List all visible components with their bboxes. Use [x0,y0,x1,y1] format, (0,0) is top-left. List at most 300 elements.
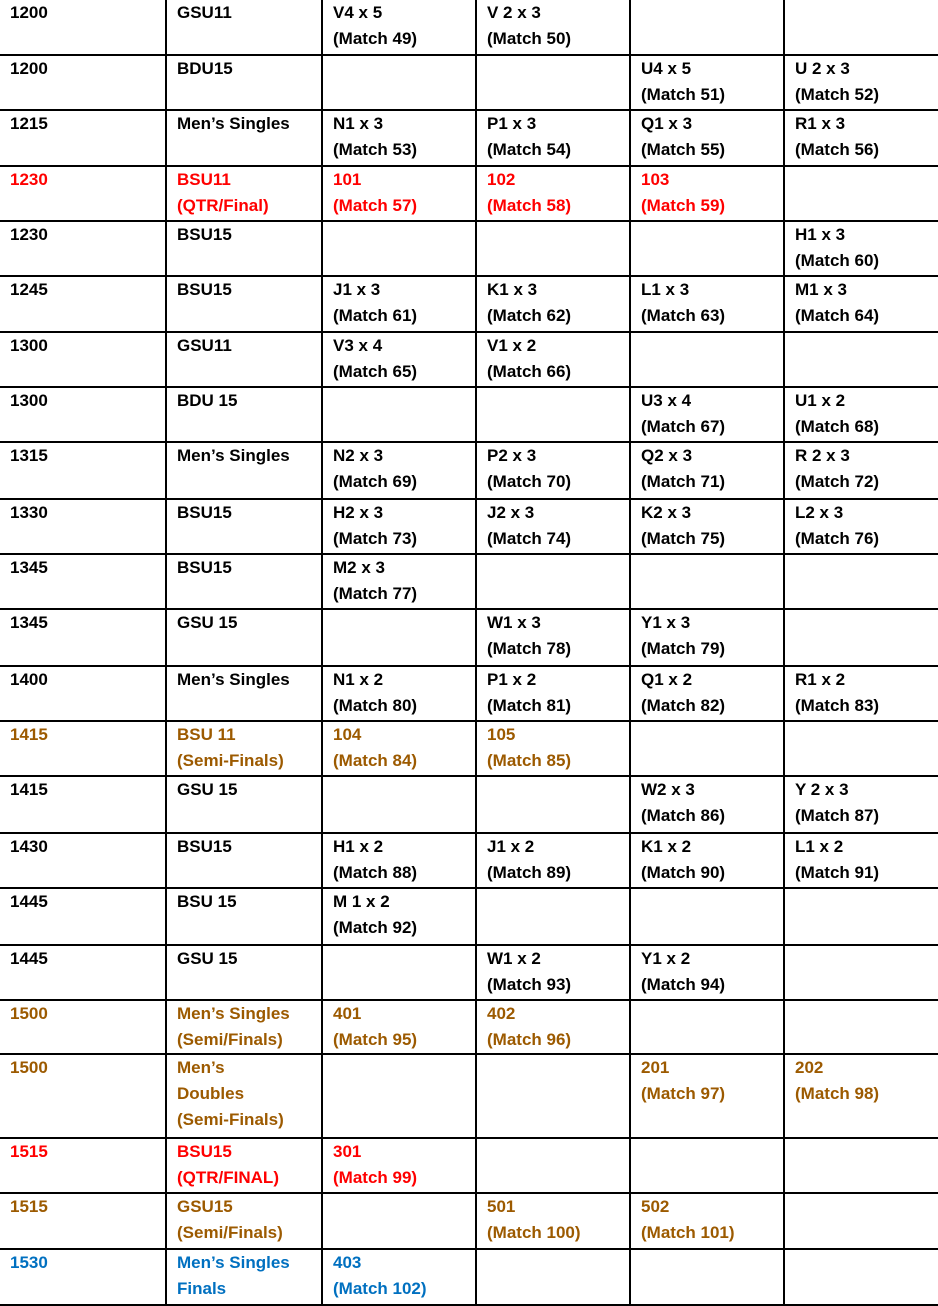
cell-line: 1515 [10,1142,48,1161]
cell-line: (Match 94) [641,975,726,994]
cell-line: H1 x 3 [795,225,846,244]
cell-line: M 1 x 2 [333,892,390,911]
court-2-cell [476,833,630,888]
court-3-cell [630,1138,784,1193]
cell-line: GSU 15 [177,949,238,968]
cell-line: V3 x 4 [333,336,383,355]
cell-line: (Match 97) [641,1084,726,1103]
cell-line: BSU 15 [177,892,237,911]
court-4-cell [784,387,938,442]
cell-line: W1 x 3 [487,613,541,632]
cell-line: R1 x 2 [795,670,846,689]
time-cell [0,1000,166,1054]
event-cell [166,442,322,499]
court-3-cell [630,1249,784,1305]
cell-line: U4 x 5 [641,59,692,78]
cell-line: BSU15 [177,837,232,856]
cell-line: (Match 74) [487,529,572,548]
event-cell [166,1000,322,1054]
event-cell [166,609,322,666]
cell-line: P1 x 2 [487,670,537,689]
event-cell [166,1249,322,1305]
cell-line: GSU15 [177,1197,233,1216]
cell-line: 1315 [10,446,48,465]
cell-line: (Match 88) [333,863,418,882]
time-cell [0,1193,166,1249]
court-3-cell [630,776,784,833]
cell-line: BSU15 [177,558,232,577]
time-cell [0,442,166,499]
cell-line: Men’s Singles [177,114,290,133]
court-1-cell [322,721,476,776]
court-1-cell [322,0,476,55]
court-4-cell [784,110,938,166]
time-cell [0,666,166,721]
court-3-cell [630,1000,784,1054]
cell-line: (Match 63) [641,306,726,325]
cell-line: 202 [795,1058,824,1077]
schedule-row [0,276,938,332]
cell-line: M2 x 3 [333,558,385,577]
court-1-cell [322,1138,476,1193]
cell-line: 502 [641,1197,670,1216]
court-3-cell [630,1193,784,1249]
event-cell [166,166,322,221]
cell-line: Q1 x 2 [641,670,693,689]
cell-line: U1 x 2 [795,391,846,410]
event-cell [166,554,322,609]
court-2-cell [476,0,630,55]
cell-line: BSU11 [177,170,231,189]
event-cell [166,666,322,721]
cell-line: 1330 [10,503,48,522]
cell-line: N2 x 3 [333,446,384,465]
cell-line: J2 x 3 [487,503,535,522]
time-cell [0,387,166,442]
court-2-cell [476,1249,630,1305]
cell-line: (Match 53) [333,140,418,159]
cell-line: GSU 15 [177,613,238,632]
time-cell [0,721,166,776]
cell-line: 104 [333,725,362,744]
court-2-cell [476,110,630,166]
schedule-row [0,1193,938,1249]
schedule-row [0,945,938,1000]
event-cell [166,0,322,55]
cell-line: (Match 55) [641,140,726,159]
cell-line: (Match 85) [487,751,572,770]
cell-line: (Match 95) [333,1030,418,1049]
schedule-row [0,1054,938,1138]
schedule-row [0,721,938,776]
cell-line: Finals [177,1279,227,1298]
cell-line: 1400 [10,670,48,689]
event-cell [166,833,322,888]
cell-line: 1445 [10,892,48,911]
time-cell [0,888,166,945]
court-1-cell [322,666,476,721]
court-2-cell [476,499,630,554]
court-3-cell [630,609,784,666]
court-4-cell [784,554,938,609]
court-2-cell [476,945,630,1000]
cell-line: N1 x 2 [333,670,384,689]
time-cell [0,554,166,609]
cell-line: V1 x 2 [487,336,537,355]
cell-line: M1 x 3 [795,280,847,299]
court-1-cell [322,442,476,499]
time-cell [0,221,166,276]
schedule-row [0,1249,938,1305]
cell-line: (Match 98) [795,1084,880,1103]
event-cell [166,499,322,554]
cell-line: BSU 11 [177,725,236,744]
cell-line: 1300 [10,391,48,410]
cell-line: 201 [641,1058,670,1077]
cell-line: 105 [487,725,516,744]
cell-line: (Match 59) [641,196,726,215]
cell-line: (Semi-Finals) [177,1110,284,1129]
time-cell [0,1054,166,1138]
cell-line: W1 x 2 [487,949,541,968]
court-3-cell [630,945,784,1000]
event-cell [166,221,322,276]
cell-line: (Match 87) [795,806,880,825]
schedule-row [0,888,938,945]
cell-line: (Match 52) [795,85,880,104]
cell-line: 401 [333,1004,362,1023]
court-1-cell [322,387,476,442]
court-1-cell [322,833,476,888]
event-cell [166,332,322,387]
time-cell [0,609,166,666]
court-1-cell [322,554,476,609]
court-4-cell [784,1000,938,1054]
court-4-cell [784,609,938,666]
court-4-cell [784,221,938,276]
cell-line: 1430 [10,837,48,856]
cell-line: (Match 60) [795,251,880,270]
court-3-cell [630,276,784,332]
cell-line: R 2 x 3 [795,446,850,465]
cell-line: 1200 [10,3,48,22]
cell-line: L1 x 2 [795,837,844,856]
schedule-row [0,166,938,221]
schedule-row [0,442,938,499]
court-2-cell [476,888,630,945]
court-4-cell [784,276,938,332]
event-cell [166,1138,322,1193]
court-4-cell [784,499,938,554]
time-cell [0,110,166,166]
court-1-cell [322,1054,476,1138]
cell-line: Y 2 x 3 [795,780,849,799]
cell-line: H2 x 3 [333,503,384,522]
cell-line: (Match 102) [333,1279,427,1298]
cell-line: 403 [333,1253,362,1272]
cell-line: 1445 [10,949,48,968]
cell-line: U3 x 4 [641,391,692,410]
cell-line: 1300 [10,336,48,355]
cell-line: (Match 51) [641,85,726,104]
court-3-cell [630,554,784,609]
court-2-cell [476,1054,630,1138]
cell-line: 1500 [10,1004,48,1023]
cell-line: W2 x 3 [641,780,695,799]
schedule-row [0,1000,938,1054]
cell-line: BSU15 [177,503,232,522]
cell-line: (Match 77) [333,584,418,603]
cell-line: (QTR/Final) [177,196,269,215]
court-1-cell [322,332,476,387]
time-cell [0,499,166,554]
cell-line: (QTR/FINAL) [177,1168,279,1187]
court-1-cell [322,221,476,276]
cell-line: Doubles [177,1084,245,1103]
cell-line: L1 x 3 [641,280,690,299]
time-cell [0,1138,166,1193]
court-2-cell [476,721,630,776]
cell-line: U 2 x 3 [795,59,850,78]
event-cell [166,945,322,1000]
time-cell [0,332,166,387]
cell-line: (Match 92) [333,918,418,937]
schedule-row [0,332,938,387]
cell-line: 1245 [10,280,48,299]
court-3-cell [630,888,784,945]
cell-line: J1 x 3 [333,280,381,299]
cell-line: Men’s Singles [177,670,290,689]
court-1-cell [322,166,476,221]
cell-line: BSU15 [177,1142,232,1161]
court-3-cell [630,110,784,166]
cell-line: (Match 84) [333,751,418,770]
court-2-cell [476,221,630,276]
court-1-cell [322,499,476,554]
cell-line: L2 x 3 [795,503,844,522]
cell-line: (Match 82) [641,696,726,715]
cell-line: 1415 [10,725,48,744]
cell-line: (Semi/Finals) [177,1223,283,1242]
cell-line: (Match 89) [487,863,572,882]
court-3-cell [630,55,784,110]
event-cell [166,721,322,776]
court-4-cell [784,1193,938,1249]
court-4-cell [784,442,938,499]
cell-line: 1200 [10,59,48,78]
cell-line: V4 x 5 [333,3,383,22]
cell-line: (Match 86) [641,806,726,825]
court-1-cell [322,1193,476,1249]
cell-line: (Semi/Finals) [177,1030,283,1049]
cell-line: (Match 69) [333,472,418,491]
cell-line: Men’s Singles [177,446,290,465]
court-4-cell [784,776,938,833]
cell-line: (Match 101) [641,1223,735,1242]
schedule-row [0,499,938,554]
cell-line: (Match 75) [641,529,726,548]
court-3-cell [630,166,784,221]
schedule-row [0,554,938,609]
cell-line: 103 [641,170,670,189]
court-3-cell [630,721,784,776]
court-4-cell [784,945,938,1000]
schedule-row [0,833,938,888]
cell-line: (Match 80) [333,696,418,715]
court-2-cell [476,387,630,442]
court-1-cell [322,110,476,166]
schedule-row [0,110,938,166]
schedule-row [0,221,938,276]
cell-line: Y1 x 2 [641,949,691,968]
cell-line: (Match 49) [333,29,418,48]
cell-line: (Match 54) [487,140,572,159]
cell-line: 501 [487,1197,516,1216]
cell-line: 1415 [10,780,48,799]
court-1-cell [322,276,476,332]
court-3-cell [630,442,784,499]
cell-line: (Match 57) [333,196,418,215]
court-3-cell [630,1054,784,1138]
court-4-cell [784,166,938,221]
cell-line: Q2 x 3 [641,446,693,465]
cell-line: Q1 x 3 [641,114,693,133]
cell-line: (Match 78) [487,639,572,658]
court-1-cell [322,1000,476,1054]
cell-line: 1230 [10,225,48,244]
court-4-cell [784,0,938,55]
cell-line: BSU15 [177,225,232,244]
court-4-cell [784,833,938,888]
cell-line: 1345 [10,558,48,577]
cell-line: (Match 62) [487,306,572,325]
cell-line: BDU 15 [177,391,238,410]
schedule-row [0,1138,938,1193]
cell-line: Men’s Singles [177,1253,290,1272]
schedule-row [0,55,938,110]
cell-line: BDU15 [177,59,233,78]
cell-line: (Match 56) [795,140,880,159]
cell-line: 402 [487,1004,516,1023]
court-4-cell [784,332,938,387]
court-1-cell [322,609,476,666]
court-1-cell [322,945,476,1000]
court-1-cell [322,55,476,110]
cell-line: GSU11 [177,3,232,22]
cell-line: (Match 99) [333,1168,418,1187]
court-3-cell [630,499,784,554]
court-3-cell [630,332,784,387]
cell-line: 1230 [10,170,48,189]
court-4-cell [784,721,938,776]
court-2-cell [476,55,630,110]
court-2-cell [476,776,630,833]
court-1-cell [322,776,476,833]
cell-line: 1345 [10,613,48,632]
cell-line: (Semi-Finals) [177,751,284,770]
cell-line: (Match 61) [333,306,418,325]
court-2-cell [476,1193,630,1249]
event-cell [166,387,322,442]
court-3-cell [630,666,784,721]
time-cell [0,55,166,110]
court-3-cell [630,0,784,55]
cell-line: BSU15 [177,280,232,299]
court-2-cell [476,1138,630,1193]
time-cell [0,1249,166,1305]
cell-line: (Match 91) [795,863,880,882]
court-4-cell [784,1138,938,1193]
time-cell [0,833,166,888]
court-2-cell [476,442,630,499]
schedule-row [0,0,938,55]
cell-line: Y1 x 3 [641,613,691,632]
cell-line: (Match 65) [333,362,418,381]
cell-line: (Match 66) [487,362,572,381]
cell-line: (Match 58) [487,196,572,215]
cell-line: (Match 68) [795,417,880,436]
cell-line: Men’s Singles [177,1004,290,1023]
cell-line: 1500 [10,1058,48,1077]
court-2-cell [476,332,630,387]
court-4-cell [784,55,938,110]
court-3-cell [630,833,784,888]
court-3-cell [630,221,784,276]
cell-line: V 2 x 3 [487,3,541,22]
event-cell [166,55,322,110]
court-3-cell [630,387,784,442]
time-cell [0,776,166,833]
cell-line: 102 [487,170,516,189]
cell-line: GSU11 [177,336,232,355]
cell-line: (Match 100) [487,1223,581,1242]
cell-line: (Match 72) [795,472,880,491]
court-4-cell [784,1249,938,1305]
schedule-row [0,776,938,833]
cell-line: K2 x 3 [641,503,692,522]
court-1-cell [322,1249,476,1305]
cell-line: (Match 76) [795,529,880,548]
cell-line: (Match 83) [795,696,880,715]
cell-line: (Match 70) [487,472,572,491]
time-cell [0,0,166,55]
cell-line: (Match 73) [333,529,418,548]
cell-line: R1 x 3 [795,114,846,133]
cell-line: (Match 93) [487,975,572,994]
cell-line: H1 x 2 [333,837,384,856]
cell-line: N1 x 3 [333,114,384,133]
cell-line: (Match 50) [487,29,572,48]
court-2-cell [476,166,630,221]
time-cell [0,276,166,332]
cell-line: K1 x 3 [487,280,538,299]
court-4-cell [784,666,938,721]
event-cell [166,1054,322,1138]
cell-line: (Match 96) [487,1030,572,1049]
schedule-row [0,666,938,721]
cell-line: 1515 [10,1197,48,1216]
court-2-cell [476,666,630,721]
cell-line: (Match 64) [795,306,880,325]
cell-line: (Match 67) [641,417,726,436]
event-cell [166,276,322,332]
court-2-cell [476,609,630,666]
cell-line: 1215 [10,114,48,133]
cell-line: GSU 15 [177,780,238,799]
court-4-cell [784,888,938,945]
event-cell [166,1193,322,1249]
cell-line: 101 [333,170,362,189]
